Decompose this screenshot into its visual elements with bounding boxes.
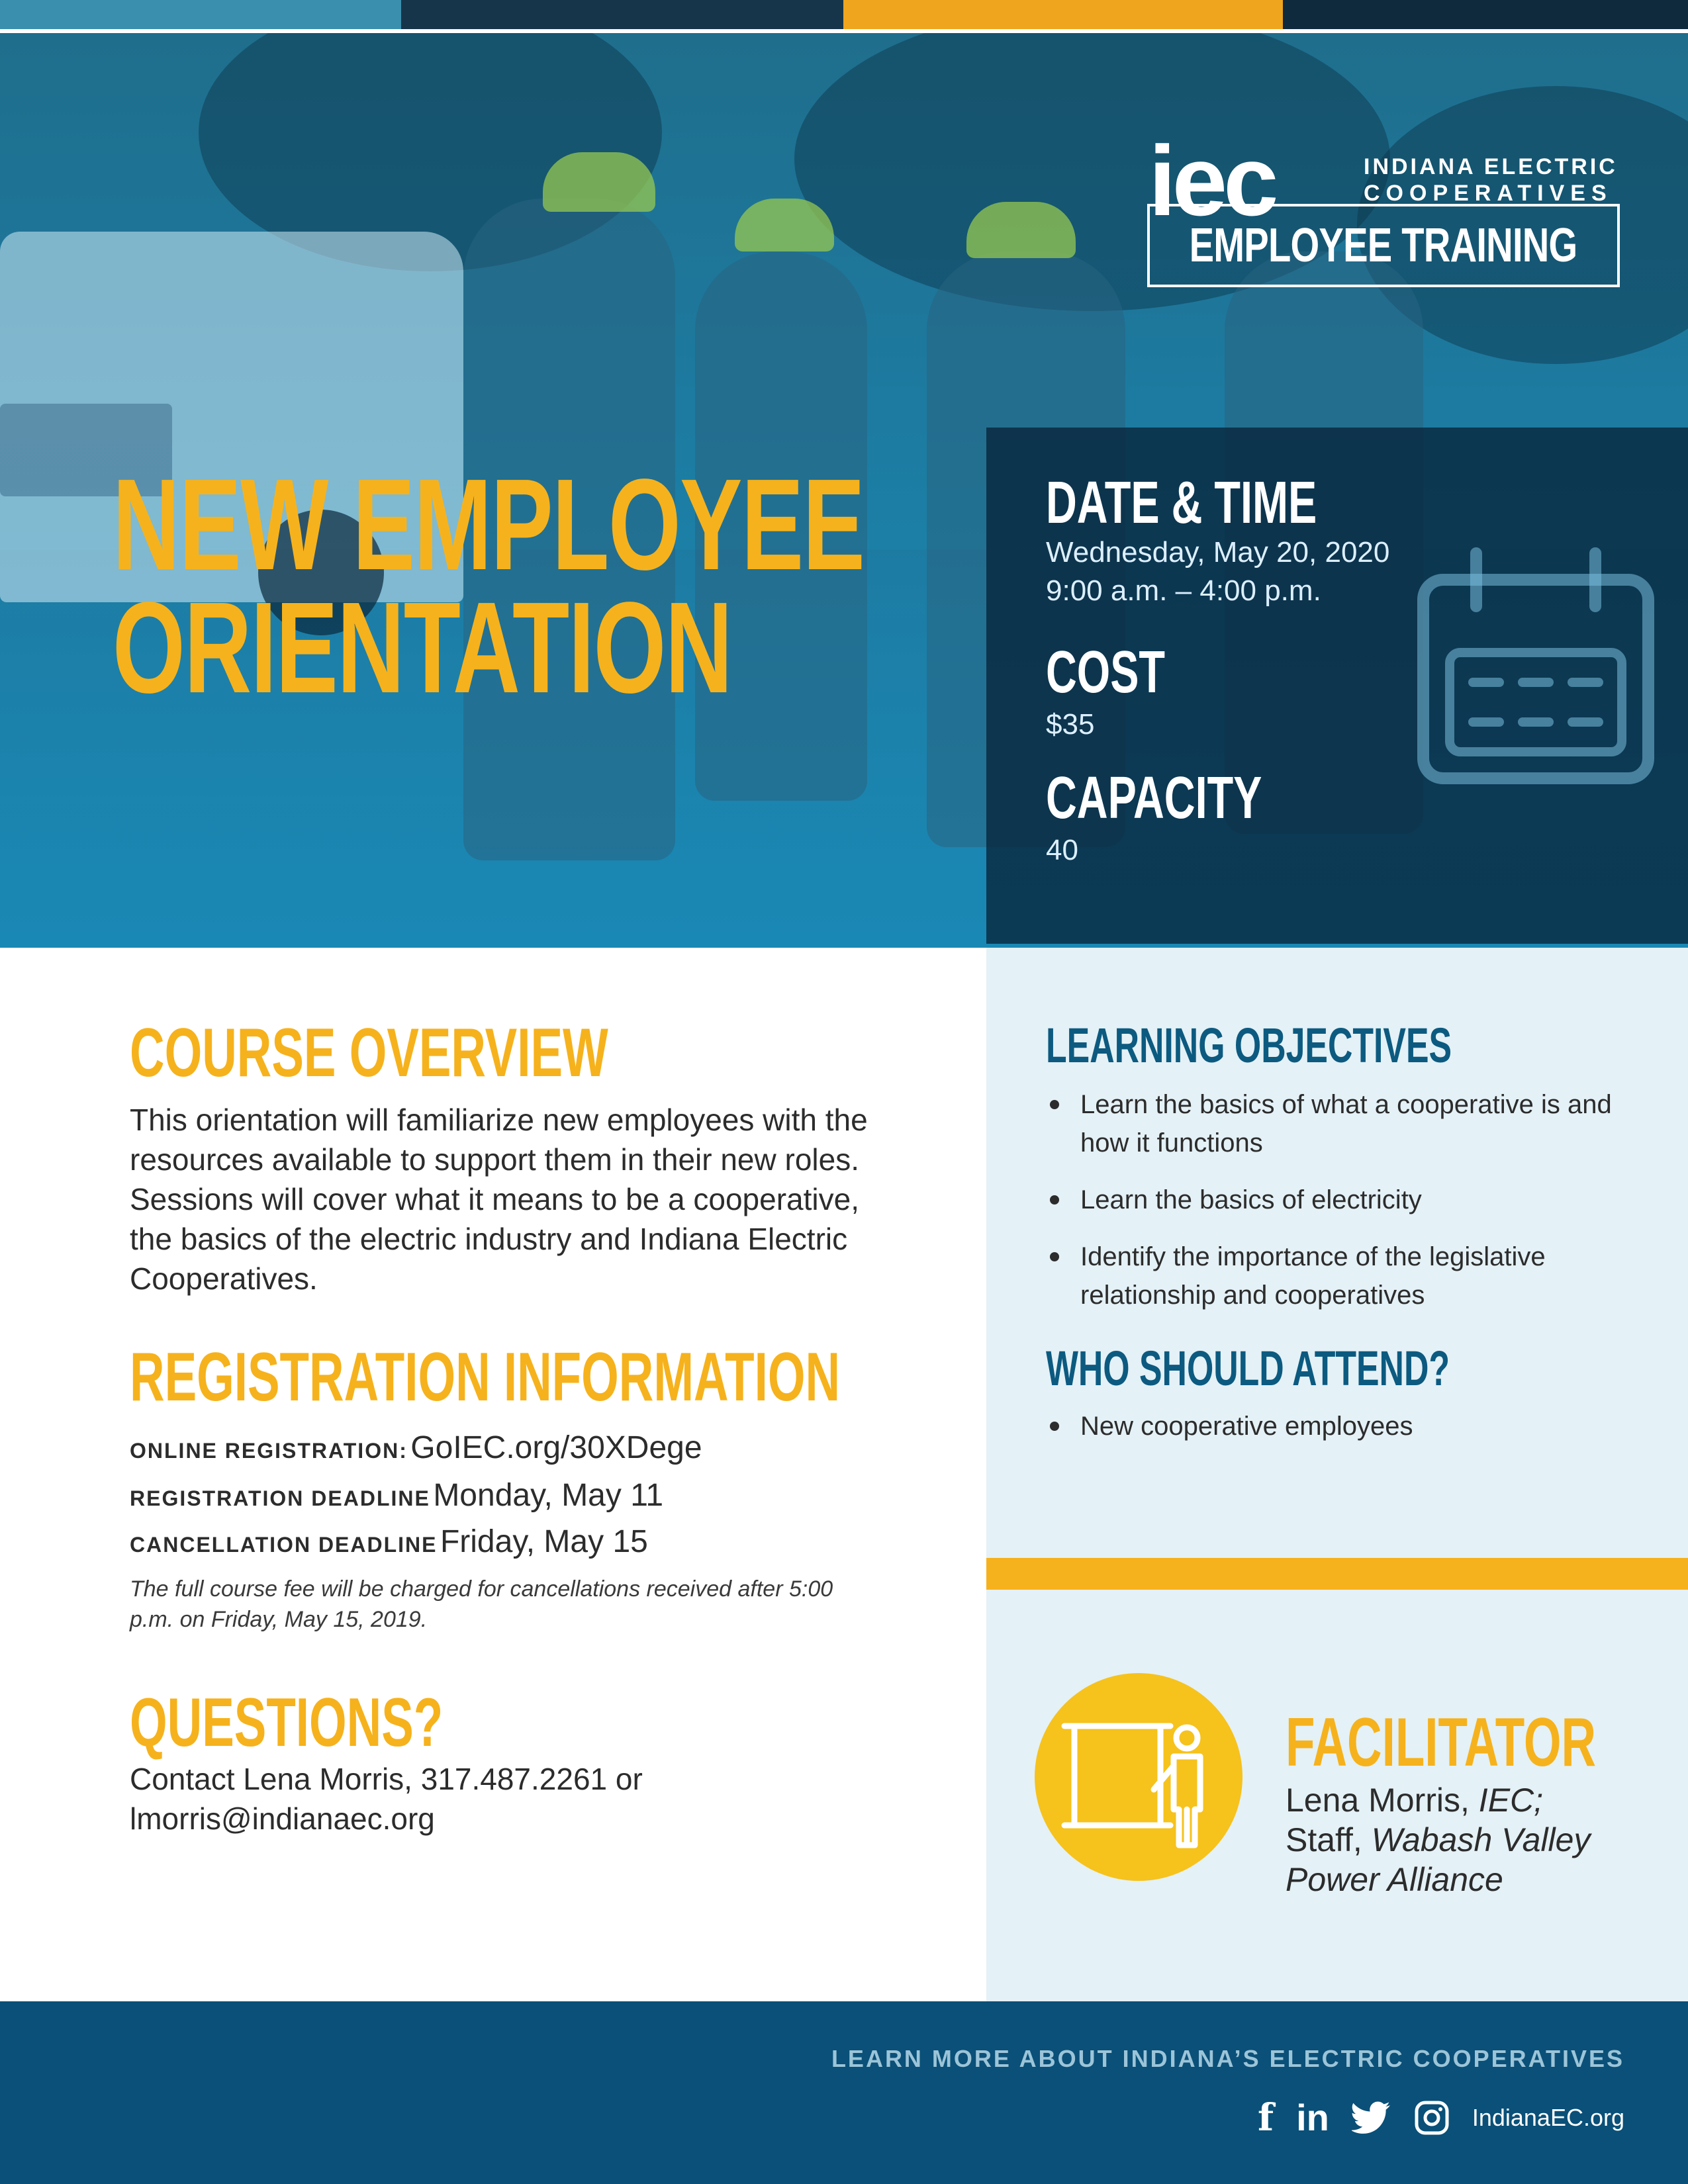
bullet-dot (1050, 1195, 1059, 1205)
facebook-icon[interactable]: f (1257, 2096, 1274, 2140)
capacity-label: CAPACITY (1046, 765, 1262, 831)
title-line: ORIENTATION (113, 575, 732, 720)
attend-list (1046, 1407, 1628, 1464)
linkedin-icon[interactable]: in (1296, 2097, 1329, 2138)
website-link[interactable]: IndianaEC.org (1472, 2104, 1624, 2131)
cost-value: $35 (1046, 708, 1095, 741)
logo-wordmark (1364, 154, 1618, 206)
objectives-heading: LEARNING OBJECTIVES (1046, 1018, 1452, 1073)
cancellation-deadline-row (130, 1524, 648, 1560)
cancellation-deadline-value: Friday, May 15 (440, 1524, 648, 1559)
list-item (1046, 1181, 1628, 1219)
questions-text: Contact Lena Morris, 317.487.2261 or lmorris@indianaec.org (130, 1762, 643, 1836)
facilitator-badge (1035, 1673, 1243, 1881)
instagram-icon[interactable] (1414, 2100, 1450, 2136)
registration-deadline-value: Monday, May 11 (433, 1478, 664, 1513)
date-value: Wednesday, May 20, 2020 (1046, 536, 1390, 569)
footer (0, 2001, 1688, 2184)
facilitator-org: IEC; (1478, 1782, 1544, 1819)
list-item-text: New cooperative employees (1080, 1412, 1413, 1441)
overview-text: This orientation will familiarize new employees with the resources available to support them in their new roles. Sessions will cover what it means to be a cooperative, the basics of the electric industry and Indiana Electric Cooperatives. (130, 1103, 868, 1296)
facilitator-role: Staff, (1286, 1821, 1362, 1858)
logo-line: COOPERATIVES (1364, 181, 1613, 206)
top-color-strip (0, 0, 1688, 29)
facilitator-org: Wabash Valley Power Alliance (1286, 1821, 1591, 1898)
time-value: 9:00 a.m. – 4:00 p.m. (1046, 574, 1321, 607)
list-item (1046, 1407, 1628, 1445)
bullet-dot (1050, 1100, 1059, 1109)
list-item-text: Learn the basics of what a cooperative is and how it functions (1080, 1090, 1612, 1158)
training-tag (1147, 204, 1620, 287)
objectives-list (1046, 1085, 1628, 1333)
questions-heading: QUESTIONS? (130, 1684, 444, 1761)
cancellation-note: The full course fee will be charged for cancellations received after 5:00 p.m. on Friday, May 15, 2019. (130, 1576, 833, 1632)
online-registration-row (130, 1430, 702, 1466)
registration-deadline-row (130, 1477, 663, 1514)
logo-line: INDIANA ELECTRIC (1364, 154, 1618, 179)
strip-segment (401, 0, 843, 29)
online-registration-label: ONLINE REGISTRATION: (130, 1439, 408, 1463)
hard-hat (543, 152, 655, 212)
bullet-dot (1050, 1422, 1059, 1431)
accent-bar (986, 1558, 1688, 1590)
social-links (1258, 2098, 1624, 2138)
twitter-icon[interactable] (1352, 2101, 1391, 2134)
date-label: DATE & TIME (1046, 470, 1317, 536)
presenter-icon (1035, 1673, 1243, 1881)
online-registration-link[interactable]: GoIEC.org/30XDege (410, 1430, 702, 1465)
list-item-text: Learn the basics of electricity (1080, 1185, 1422, 1214)
details-panel (986, 428, 1688, 944)
attend-heading: WHO SHOULD ATTEND? (1046, 1341, 1450, 1396)
facilitator-name: Lena Morris, (1286, 1782, 1470, 1819)
cost-label: COST (1046, 639, 1166, 705)
list-item-text: Identify the importance of the legislative relationship and cooperatives (1080, 1242, 1546, 1310)
hard-hat (966, 202, 1076, 258)
bullet-dot (1050, 1252, 1059, 1261)
facilitator-heading: FACILITATOR (1286, 1704, 1597, 1781)
training-tag-label: EMPLOYEE TRAINING (1190, 219, 1577, 272)
strip-segment (1283, 0, 1688, 29)
registration-deadline-label: REGISTRATION DEADLINE (130, 1486, 430, 1510)
page-title (113, 452, 973, 720)
calendar-icon (1410, 540, 1662, 792)
title-line: NEW EMPLOYEE (113, 452, 865, 597)
strip-segment (0, 0, 401, 29)
list-item (1046, 1238, 1628, 1314)
cancellation-deadline-label: CANCELLATION DEADLINE (130, 1533, 438, 1557)
registration-heading: REGISTRATION INFORMATION (130, 1339, 841, 1416)
footer-tagline: LEARN MORE ABOUT INDIANA’S ELECTRIC COOPERATIVES (831, 2045, 1624, 2072)
logo-mark: iec (1149, 125, 1275, 236)
list-item (1046, 1085, 1628, 1162)
facilitator-details (1286, 1780, 1656, 1899)
overview-heading: COURSE OVERVIEW (130, 1015, 608, 1091)
hero-banner (0, 33, 1688, 948)
capacity-value: 40 (1046, 834, 1078, 866)
strip-segment (843, 0, 1283, 29)
